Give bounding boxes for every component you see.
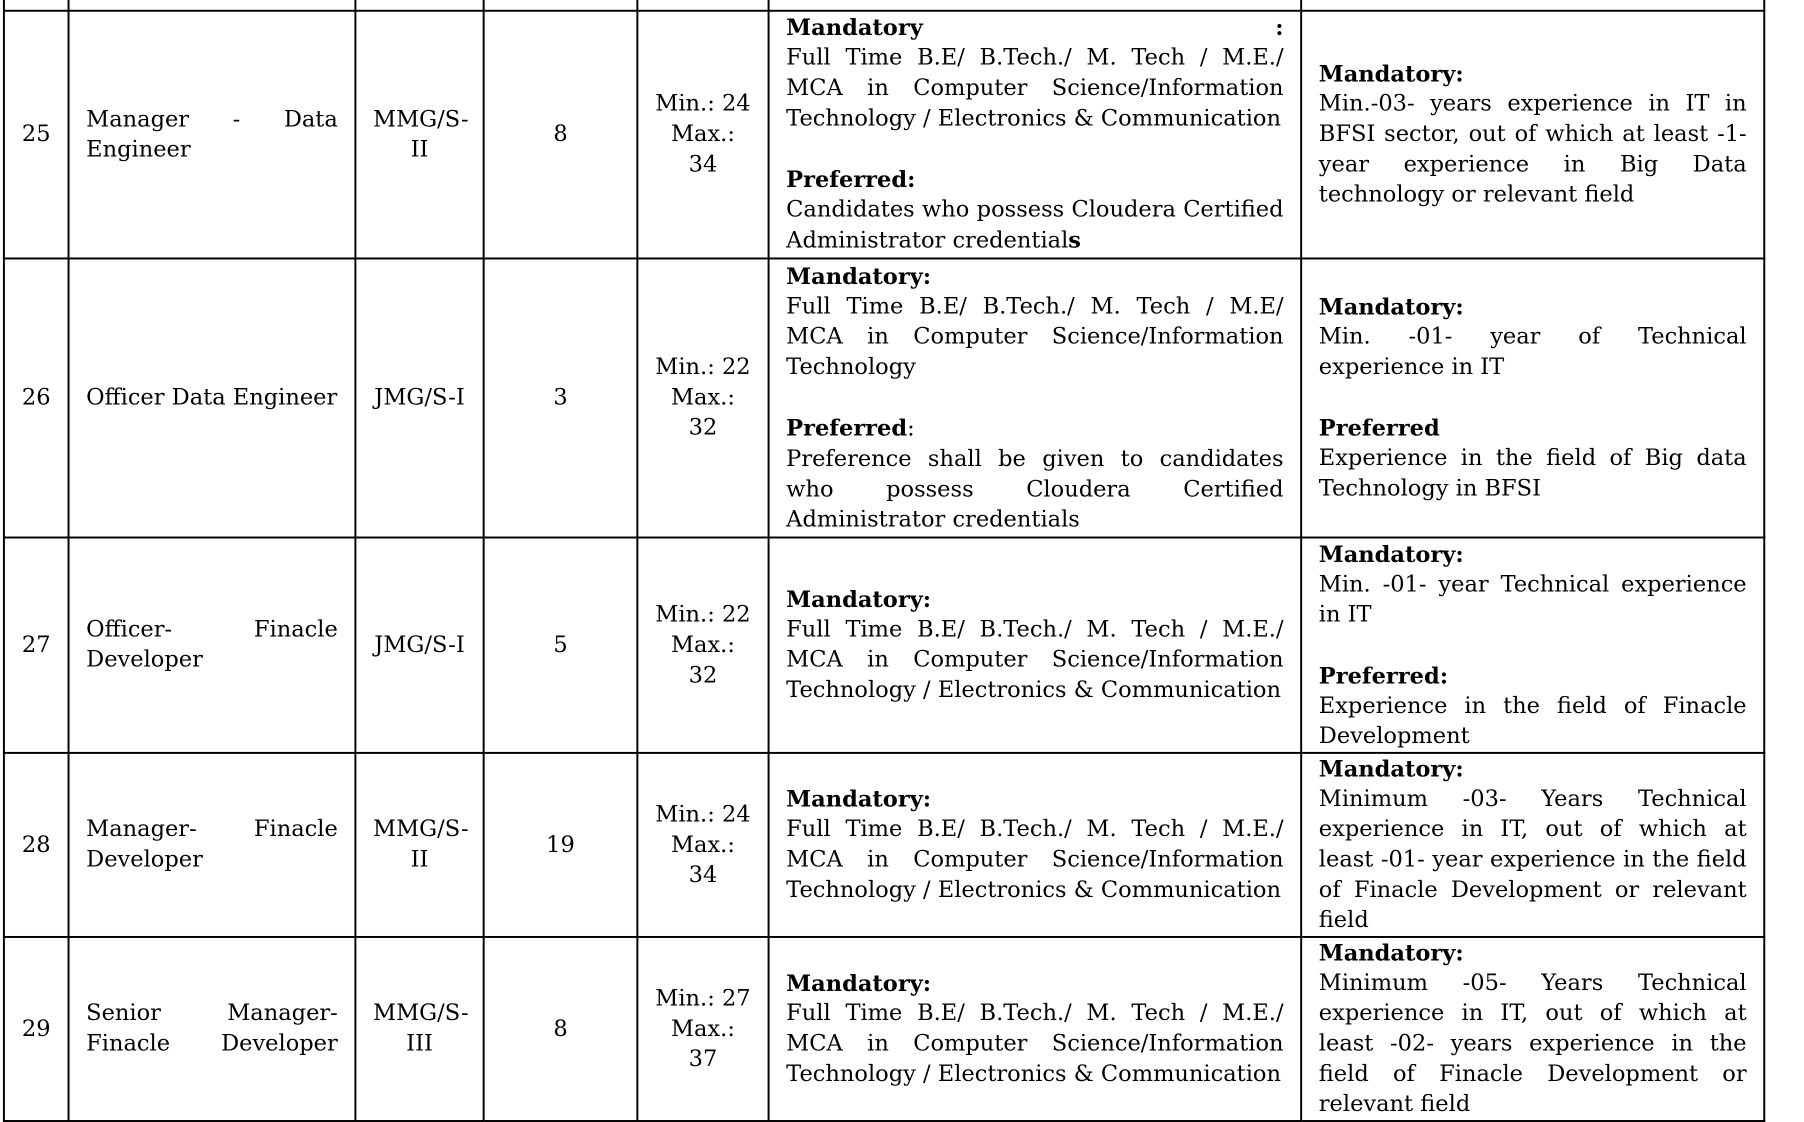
vacancies-cell: 19 [484,753,638,937]
age-max: Max.: 32 [670,384,735,441]
recruitment-table [3,0,1765,1122]
serial-number-cell: 29 [4,937,69,1121]
edu-mandatory-text: Full Time B.E/ B.Tech./ M. Tech / M.E./ MCA in Computer Science/Information Technology / Electronics & Communication [786,616,1284,703]
vacancies-cell: 8 [484,11,638,259]
edu-preferred-colon: : [907,415,915,442]
edu-preferred-text: Preference shall be given to candidates who possess Cloudera Certified Administrator credentials [786,445,1284,533]
exp-mandatory-text: Minimum -03- Years Technical experience in IT, out of which at least -01- year experience in the field of Finacle Development or relevant field [1318,786,1747,934]
edu-preferred-bold-tail: s [1068,227,1081,254]
experience-cell [1301,11,1764,259]
age-min: Min.: 22 [655,601,751,628]
exp-mandatory-label: Mandatory: [1318,60,1464,88]
age-limit-cell [637,753,768,937]
edu-mandatory-label: Mandatory [786,14,923,42]
table-row [4,937,1764,1121]
grade-scale-cell: MMG/S-II [355,11,483,259]
edu-mandatory-label: Mandatory: [786,262,932,290]
edu-preferred-text: Candidates who possess Cloudera Certified Administrator credential [786,196,1284,254]
exp-mandatory-text: Min. -01- year Technical experience in IT [1318,571,1747,628]
edu-mandatory-text: Full Time B.E/ B.Tech./ M. Tech / M.E./ MCA in Computer Science/Information Technology / Electronics & Communication [786,1000,1284,1087]
post-name-cell: Manager - Data Engineer [69,11,356,259]
exp-mandatory-text: Min. -01- year of Technical experience in IT [1318,324,1747,380]
edu-preferred-label: Preferred: [786,166,916,193]
serial-number-cell: 27 [4,538,69,753]
educational-qualification-cell [769,258,1302,537]
table-row [4,753,1764,937]
vacancies-cell: 5 [484,538,638,753]
table-row [4,11,1764,259]
post-name-cell: Officer- Finacle Developer [69,538,356,753]
serial-number-cell: 28 [4,753,69,937]
exp-mandatory-text: Minimum -05- Years Technical experience in IT, out of which at least -02- years experience in the field of Finacle Development or relevant field [1318,970,1747,1118]
table-row [4,538,1764,753]
age-max: Max.: 37 [670,1015,735,1072]
table-row [4,258,1764,537]
age-limit-cell [637,258,768,537]
edu-preferred-paragraph [786,195,1283,257]
exp-preferred-text: Experience in the field of Big data Technology in BFSI [1318,445,1747,502]
edu-mandatory-text: Full Time B.E/ B.Tech./ M. Tech / M.E./ MCA in Computer Science/Information Technology / Electronics & Communication [786,816,1284,903]
edu-mandatory-text: Full Time B.E/ B.Tech./ M. Tech / M.E/ MCA in Computer Science/Information Technology [786,293,1284,380]
exp-mandatory-label: Mandatory: [1318,939,1464,967]
post-name-cell: Senior Manager- Finacle Developer [69,937,356,1121]
exp-mandatory-label: Mandatory: [1318,540,1464,568]
age-max: Max.: 34 [670,121,735,178]
edu-mandatory-label: Mandatory: [786,786,932,813]
experience-cell [1301,538,1764,753]
exp-preferred-label: Preferred [1318,415,1440,442]
edu-preferred-heading [786,413,1283,444]
exp-preferred-label: Preferred: [1318,662,1449,689]
experience-cell [1301,753,1764,937]
age-min: Min.: 24 [655,91,751,117]
age-max: Max.: 34 [670,831,735,888]
educational-qualification-cell [769,11,1302,259]
experience-cell [1301,258,1764,537]
age-min: Min.: 22 [655,354,751,380]
serial-number-cell: 26 [4,258,69,537]
table-row-previous-continuation [4,0,1764,11]
exp-mandatory-text: Min.-03- years experience in IT in BFSI sector, out of which at least -1- year experience in Big Data technology or relevant field [1318,91,1747,208]
edu-mandatory-heading [786,13,1283,43]
edu-mandatory-text: Full Time B.E/ B.Tech./ M. Tech / M.E./ MCA in Computer Science/Information Technology / Electronics & Communication [786,45,1284,132]
post-name-cell: Officer Data Engineer [69,258,356,537]
grade-scale-cell: MMG/S-II [355,753,483,937]
edu-mandatory-colon: : [1275,14,1284,42]
age-min: Min.: 24 [655,801,751,827]
educational-qualification-cell [769,538,1302,753]
educational-qualification-cell [769,937,1302,1121]
post-name-cell: Manager- Finacle Developer [69,753,356,937]
edu-preferred-label: Preferred [786,414,908,442]
age-limit-cell [637,11,768,259]
edu-mandatory-label: Mandatory: [786,586,932,613]
grade-scale-cell: JMG/S-I [355,258,483,537]
grade-scale-cell: MMG/S-III [355,937,483,1121]
age-max: Max.: 32 [670,631,735,688]
experience-cell [1301,937,1764,1121]
serial-number-cell: 25 [4,11,69,259]
grade-scale-cell: JMG/S-I [355,538,483,753]
exp-mandatory-label: Mandatory: [1318,755,1464,783]
educational-qualification-cell [769,753,1302,937]
vacancies-cell: 8 [484,937,638,1121]
age-min: Min.: 27 [655,985,751,1011]
age-limit-cell [637,538,768,753]
age-limit-cell [637,937,768,1121]
vacancies-cell: 3 [484,258,638,537]
exp-mandatory-label: Mandatory: [1318,293,1464,321]
exp-preferred-text: Experience in the field of Finacle Development [1318,692,1747,749]
edu-mandatory-label: Mandatory: [786,970,932,997]
